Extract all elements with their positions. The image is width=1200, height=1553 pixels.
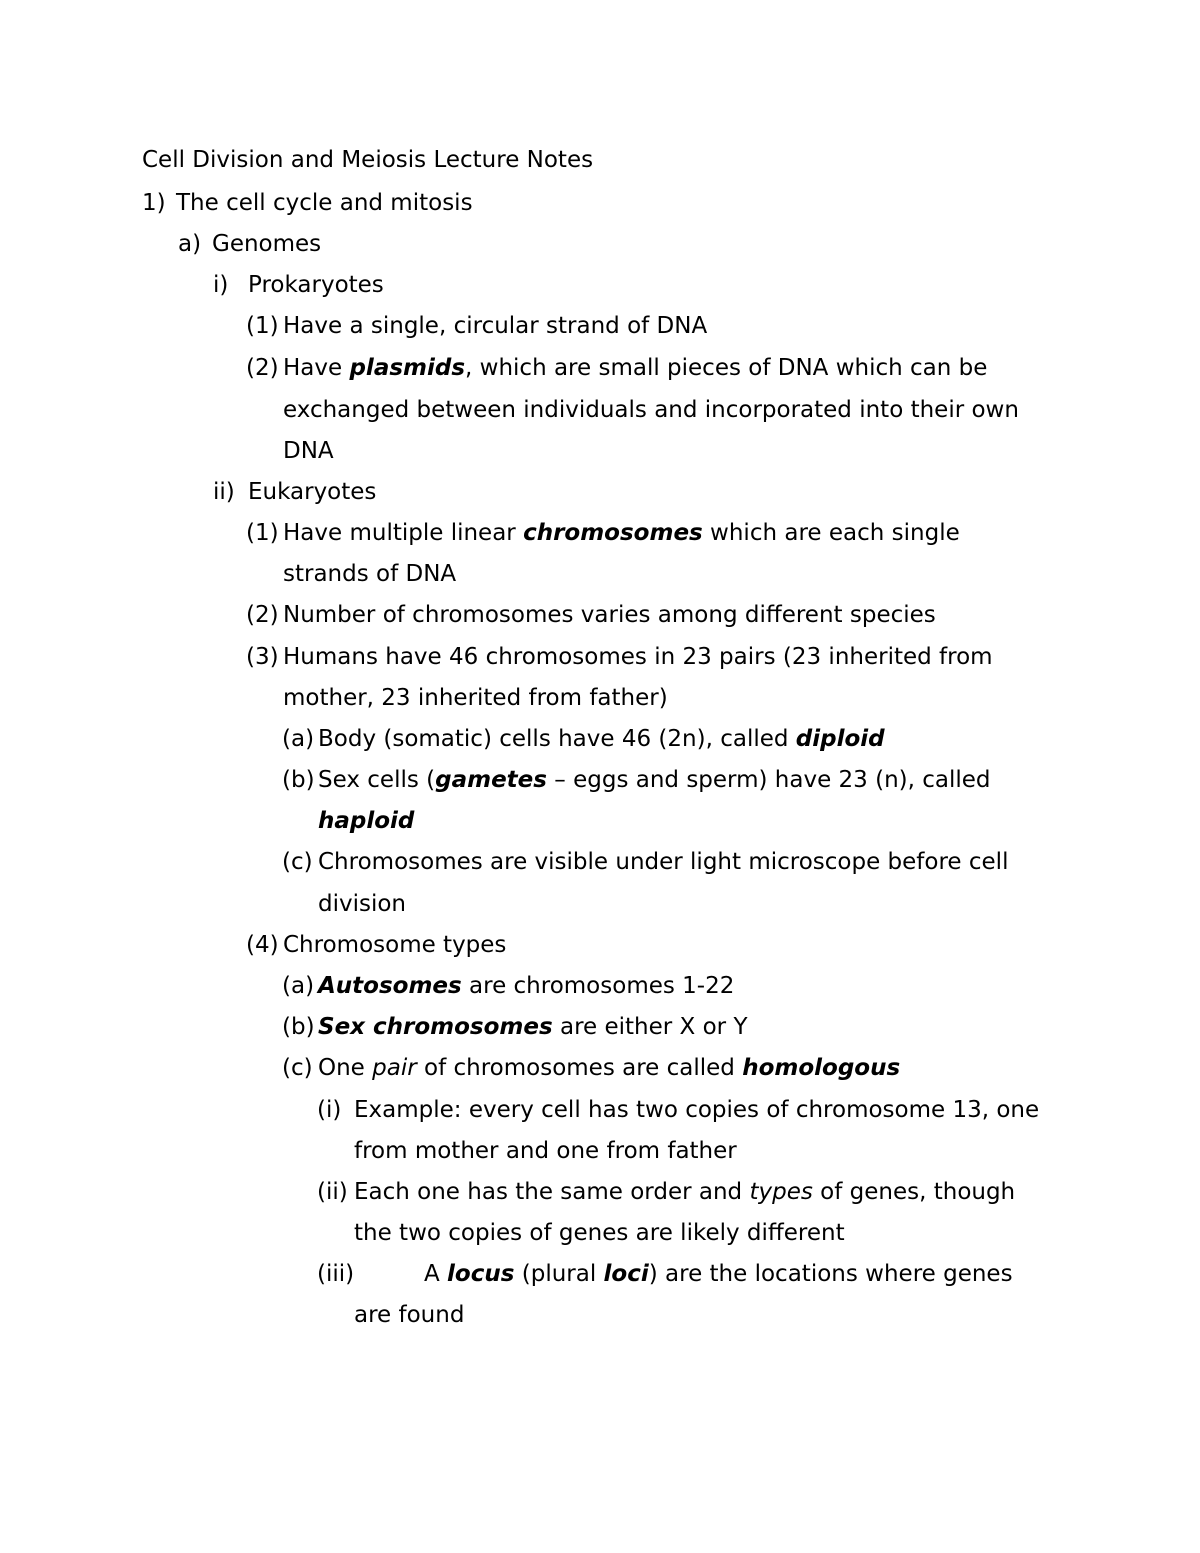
list-item: The cell cycle and mitosis: [176, 190, 473, 216]
list-number: (3): [246, 644, 279, 670]
list-number: a): [178, 231, 202, 257]
text-run: – eggs and sperm) have 23 (n), called: [546, 767, 991, 793]
list-number: ii): [213, 479, 235, 505]
list-number: (a): [282, 973, 315, 999]
list-number: (c): [282, 1055, 313, 1081]
list-item: Humans have 46 chromosomes in 23 pairs (23 inherited from: [283, 644, 993, 670]
list-number: (2): [246, 355, 279, 381]
keyword: Autosomes: [318, 973, 462, 999]
text-run: of genes, though: [812, 1179, 1016, 1205]
list-number: (a): [282, 726, 315, 752]
list-item: [318, 724, 885, 754]
keyword: loci: [603, 1261, 649, 1287]
keyword: homologous: [742, 1055, 901, 1081]
text-run: , which are small pieces of DNA which can be: [465, 355, 988, 381]
list-item: [424, 1259, 1013, 1289]
text-run: are chromosomes 1-22: [461, 973, 735, 999]
list-item-continuation: DNA: [283, 438, 334, 464]
list-item: [354, 1177, 1015, 1207]
list-item-continuation: are found: [354, 1302, 465, 1328]
page-title: Cell Division and Meiosis Lecture Notes: [142, 147, 594, 173]
list-number: (1): [246, 313, 279, 339]
list-number: (1): [246, 520, 279, 546]
list-number: 1): [142, 190, 166, 216]
list-number: (c): [282, 849, 313, 875]
emphasis: pair: [372, 1055, 417, 1081]
list-item: Chromosome types: [283, 932, 507, 958]
list-item-continuation: from mother and one from father: [354, 1138, 737, 1164]
keyword: gametes: [435, 767, 547, 793]
list-item-continuation: division: [318, 891, 407, 917]
list-item: Have a single, circular strand of DNA: [283, 313, 708, 339]
text-run: (plural: [514, 1261, 604, 1287]
list-item: [283, 353, 987, 383]
text-run: ) are the locations where genes: [648, 1261, 1013, 1287]
list-item: Eukaryotes: [248, 479, 377, 505]
keyword: chromosomes: [523, 520, 703, 546]
text-run: Have multiple linear: [283, 520, 524, 546]
list-item-continuation: exchanged between individuals and incorporated into their own: [283, 397, 1019, 423]
list-number: (b): [282, 1014, 315, 1040]
list-item-continuation: mother, 23 inherited from father): [283, 685, 668, 711]
text-run: Each one has the same order and: [354, 1179, 750, 1205]
list-item: Chromosomes are visible under light microscope before cell: [318, 849, 1009, 875]
list-number: (ii): [317, 1179, 348, 1205]
list-item: Prokaryotes: [248, 272, 384, 298]
keyword: Sex chromosomes: [318, 1014, 553, 1040]
list-item: Genomes: [212, 231, 322, 257]
keyword: haploid: [318, 808, 415, 834]
list-number: i): [213, 272, 229, 298]
list-number: (2): [246, 602, 279, 628]
text-run: One: [318, 1055, 373, 1081]
emphasis: types: [749, 1179, 813, 1205]
list-number: (4): [246, 932, 279, 958]
list-item-continuation: the two copies of genes are likely different: [354, 1220, 845, 1246]
list-item: [318, 1053, 900, 1083]
keyword: locus: [447, 1261, 515, 1287]
list-number: (i): [317, 1097, 342, 1123]
text-run: which are each single: [702, 520, 960, 546]
list-number: (b): [282, 767, 315, 793]
text-run: are either X or Y: [552, 1014, 748, 1040]
list-item: [318, 765, 991, 795]
list-item: [283, 518, 960, 548]
list-item-continuation: [318, 806, 414, 836]
text-run: A: [424, 1261, 448, 1287]
list-item-continuation: strands of DNA: [283, 561, 457, 587]
list-item: Number of chromosomes varies among different species: [283, 602, 936, 628]
keyword: plasmids: [349, 355, 466, 381]
text-run: of chromosomes are called: [416, 1055, 743, 1081]
text-run: Sex cells (: [318, 767, 436, 793]
text-run: Have: [283, 355, 350, 381]
text-run: Body (somatic) cells have 46 (2n), called: [318, 726, 796, 752]
list-item: Example: every cell has two copies of chromosome 13, one: [354, 1097, 1040, 1123]
list-item: [318, 1012, 748, 1042]
list-item: [318, 971, 734, 1001]
list-number: (iii): [317, 1261, 355, 1287]
keyword: diploid: [795, 726, 885, 752]
